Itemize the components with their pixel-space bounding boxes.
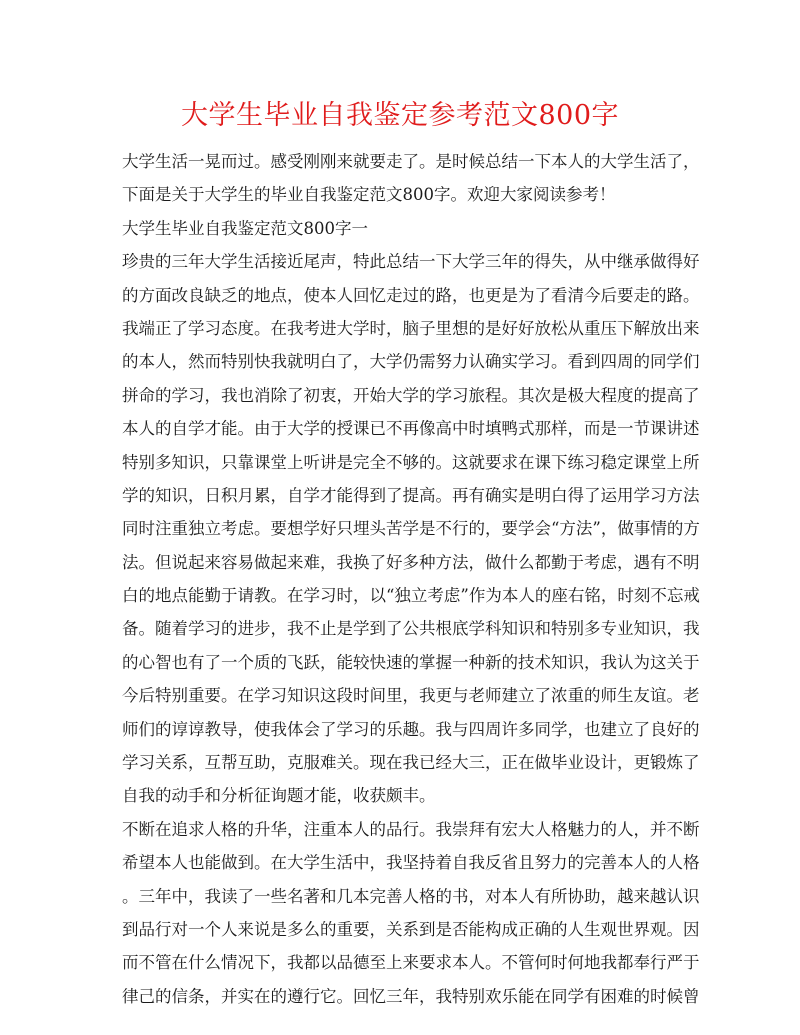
text-line: 下面是关于大学生的毕业自我鉴定范文800字。欢迎大家阅读参考！	[122, 185, 616, 205]
text-line: 。三年中，我读了一些名著和几本完善人格的书，对本人有所协助，越来越认识	[122, 886, 700, 906]
document-title: 大学生毕业自我鉴定参考范文800字	[180, 100, 620, 131]
text-line: 的心智也有了一个质的飞跃，能较快速的掌握一种新的技术知识，我认为这关于	[122, 652, 700, 672]
text-line: 大学生毕业自我鉴定范文800字一	[122, 218, 368, 238]
text-line: 的本人，然而特别快我就明白了，大学仍需努力认确实学习。看到四周的同学们	[122, 352, 700, 372]
text-line: 而不管在什么情况下，我都以品德至上来要求本人。不管何时何地我都奉行严于	[122, 953, 700, 973]
text-line: 珍贵的三年大学生活接近尾声，特此总结一下大学三年的得失，从中继承做得好	[122, 252, 700, 272]
text-line: 不断在追求人格的升华，注重本人的品行。我崇拜有宏大人格魅力的人，并不断	[122, 819, 700, 839]
text-line: 今后特别重要。在学习知识这段时间里，我更与老师建立了浓重的师生友谊。老	[122, 686, 700, 706]
text-line: 同时注重独立考虑。要想学好只埋头苦学是不行的，要学会“方法”，做事情的方	[122, 519, 700, 539]
text-line: 的方面改良缺乏的地点，使本人回忆走过的路，也更是为了看清今后要走的路。	[122, 285, 700, 305]
text-line: 特别多知识，只靠课堂上听讲是完全不够的。这就要求在课下练习稳定课堂上所	[122, 452, 700, 472]
text-line: 拼命的学习，我也消除了初衷，开始大学的学习旅程。其次是极大程度的提高了	[122, 385, 700, 405]
text-line: 大学生活一晃而过。感受刚刚来就要走了。是时候总结一下本人的大学生活了，	[122, 152, 700, 171]
text-line: 本人的自学才能。由于大学的授课已不再像高中时填鸭式那样，而是一节课讲述	[122, 419, 700, 439]
text-line: 希望本人也能做到。在大学生活中，我坚持着自我反省且努力的完善本人的人格	[122, 853, 700, 873]
text-line: 白的地点能勤于请教。在学习时，以“独立考虑”作为本人的座右铭，时刻不忘戒	[122, 586, 700, 606]
text-line: 到品行对一个人来说是多么的重要，关系到是否能构成正确的人生观世界观。因	[122, 919, 700, 939]
text-line: 我端正了学习态度。在我考进大学时，脑子里想的是好好放松从重压下解放出来	[122, 318, 700, 338]
text-line: 法。但说起来容易做起来难，我换了好多种方法，做什么都勤于考虑，遇有不明	[122, 552, 700, 572]
document-body	[122, 145, 700, 1013]
text-line: 学习关系，互帮互助，克服难关。现在我已经大三，正在做毕业设计，更锻炼了	[122, 753, 700, 773]
text-line: 备。随着学习的进步，我不止是学到了公共根底学科知识和特别多专业知识，我	[122, 619, 700, 639]
text-line: 自我的动手和分析征询题才能，收获颇丰。	[122, 786, 436, 806]
text-line: 师们的谆谆教导，使我体会了学习的乐趣。我与四周许多同学，也建立了良好的	[122, 719, 700, 739]
text-line: 律己的信条，并实在的遵行它。回忆三年，我特别欢乐能在同学有困难的时候曾	[122, 986, 700, 1006]
text-line: 学的知识，日积月累，自学才能得到了提高。再有确实是明白得了运用学习方法	[122, 485, 700, 505]
